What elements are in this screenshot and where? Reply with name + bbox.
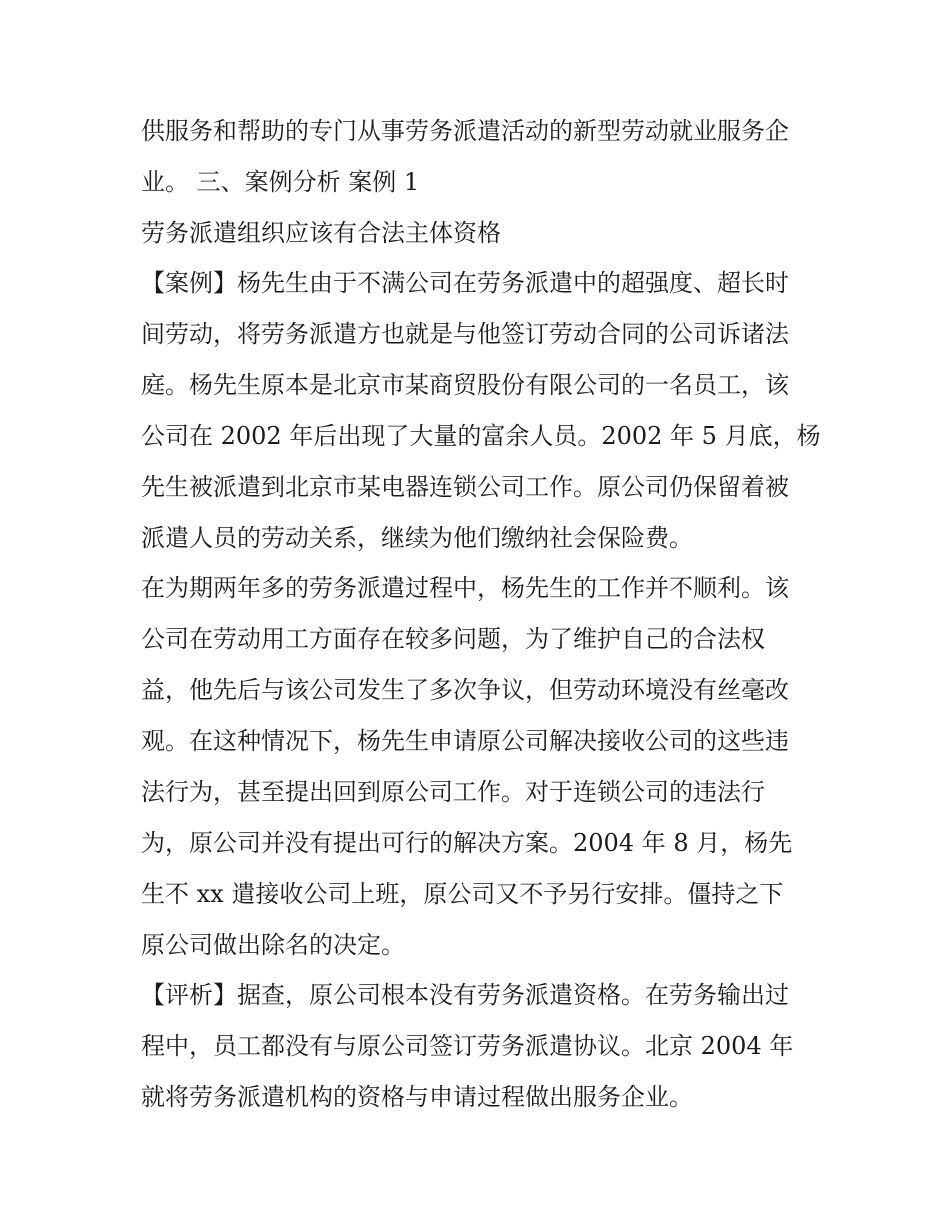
text-line: 观。在这种情况下，杨先生申请原公司解决接收公司的这些违 — [141, 727, 789, 755]
text-line: 供服务和帮助的专门从事劳务派遣活动的新型劳动就业服务企 — [141, 117, 789, 145]
body-text — [141, 106, 821, 1123]
text-line: 间劳动，将劳务派遣方也就是与他签订劳动合同的公司诉诸法 — [141, 320, 789, 348]
text-line: 派遣人员的劳动关系，继续为他们缴纳社会保险费。 — [141, 524, 693, 552]
text-line: 【评析】据查，原公司根本没有劳务派遣资格。在劳务输出过 — [141, 981, 789, 1009]
text-line: 生不 xx 遣接收公司上班，原公司又不予另行安排。僵持之下 — [141, 880, 784, 908]
text-line: 法行为，甚至提出回到原公司工作。对于连锁公司的违法行 — [141, 778, 765, 806]
text-line: 业。 三、案例分析 案例 1 — [141, 168, 420, 196]
text-line: 原公司做出除名的决定。 — [141, 931, 405, 959]
text-line: 庭。杨先生原本是北京市某商贸股份有限公司的一名员工，该 — [141, 371, 789, 399]
text-line: 益，他先后与该公司发生了多次争议，但劳动环境没有丝毫改 — [141, 676, 789, 704]
text-line: 程中，员工都没有与原公司签订劳务派遣协议。北京 2004 年 — [141, 1032, 794, 1060]
text-line: 公司在劳动用工方面存在较多问题，为了维护自己的合法权 — [141, 625, 765, 653]
text-line: 先生被派遣到北京市某电器连锁公司工作。原公司仍保留着被 — [141, 473, 789, 501]
text-line: 在为期两年多的劳务派遣过程中，杨先生的工作并不顺利。该 — [141, 574, 789, 602]
text-line: 就将劳务派遣机构的资格与申请过程做出服务企业。 — [141, 1083, 693, 1111]
text-line: 公司在 2002 年后出现了大量的富余人员。2002 年 5 月底，杨 — [141, 422, 821, 450]
text-line: 劳务派遣组织应该有合法主体资格 — [141, 219, 501, 247]
text-line: 【案例】杨先生由于不满公司在劳务派遣中的超强度、超长时 — [141, 269, 789, 297]
text-line: 为，原公司并没有提出可行的解决方案。2004 年 8 月，杨先 — [141, 829, 793, 857]
